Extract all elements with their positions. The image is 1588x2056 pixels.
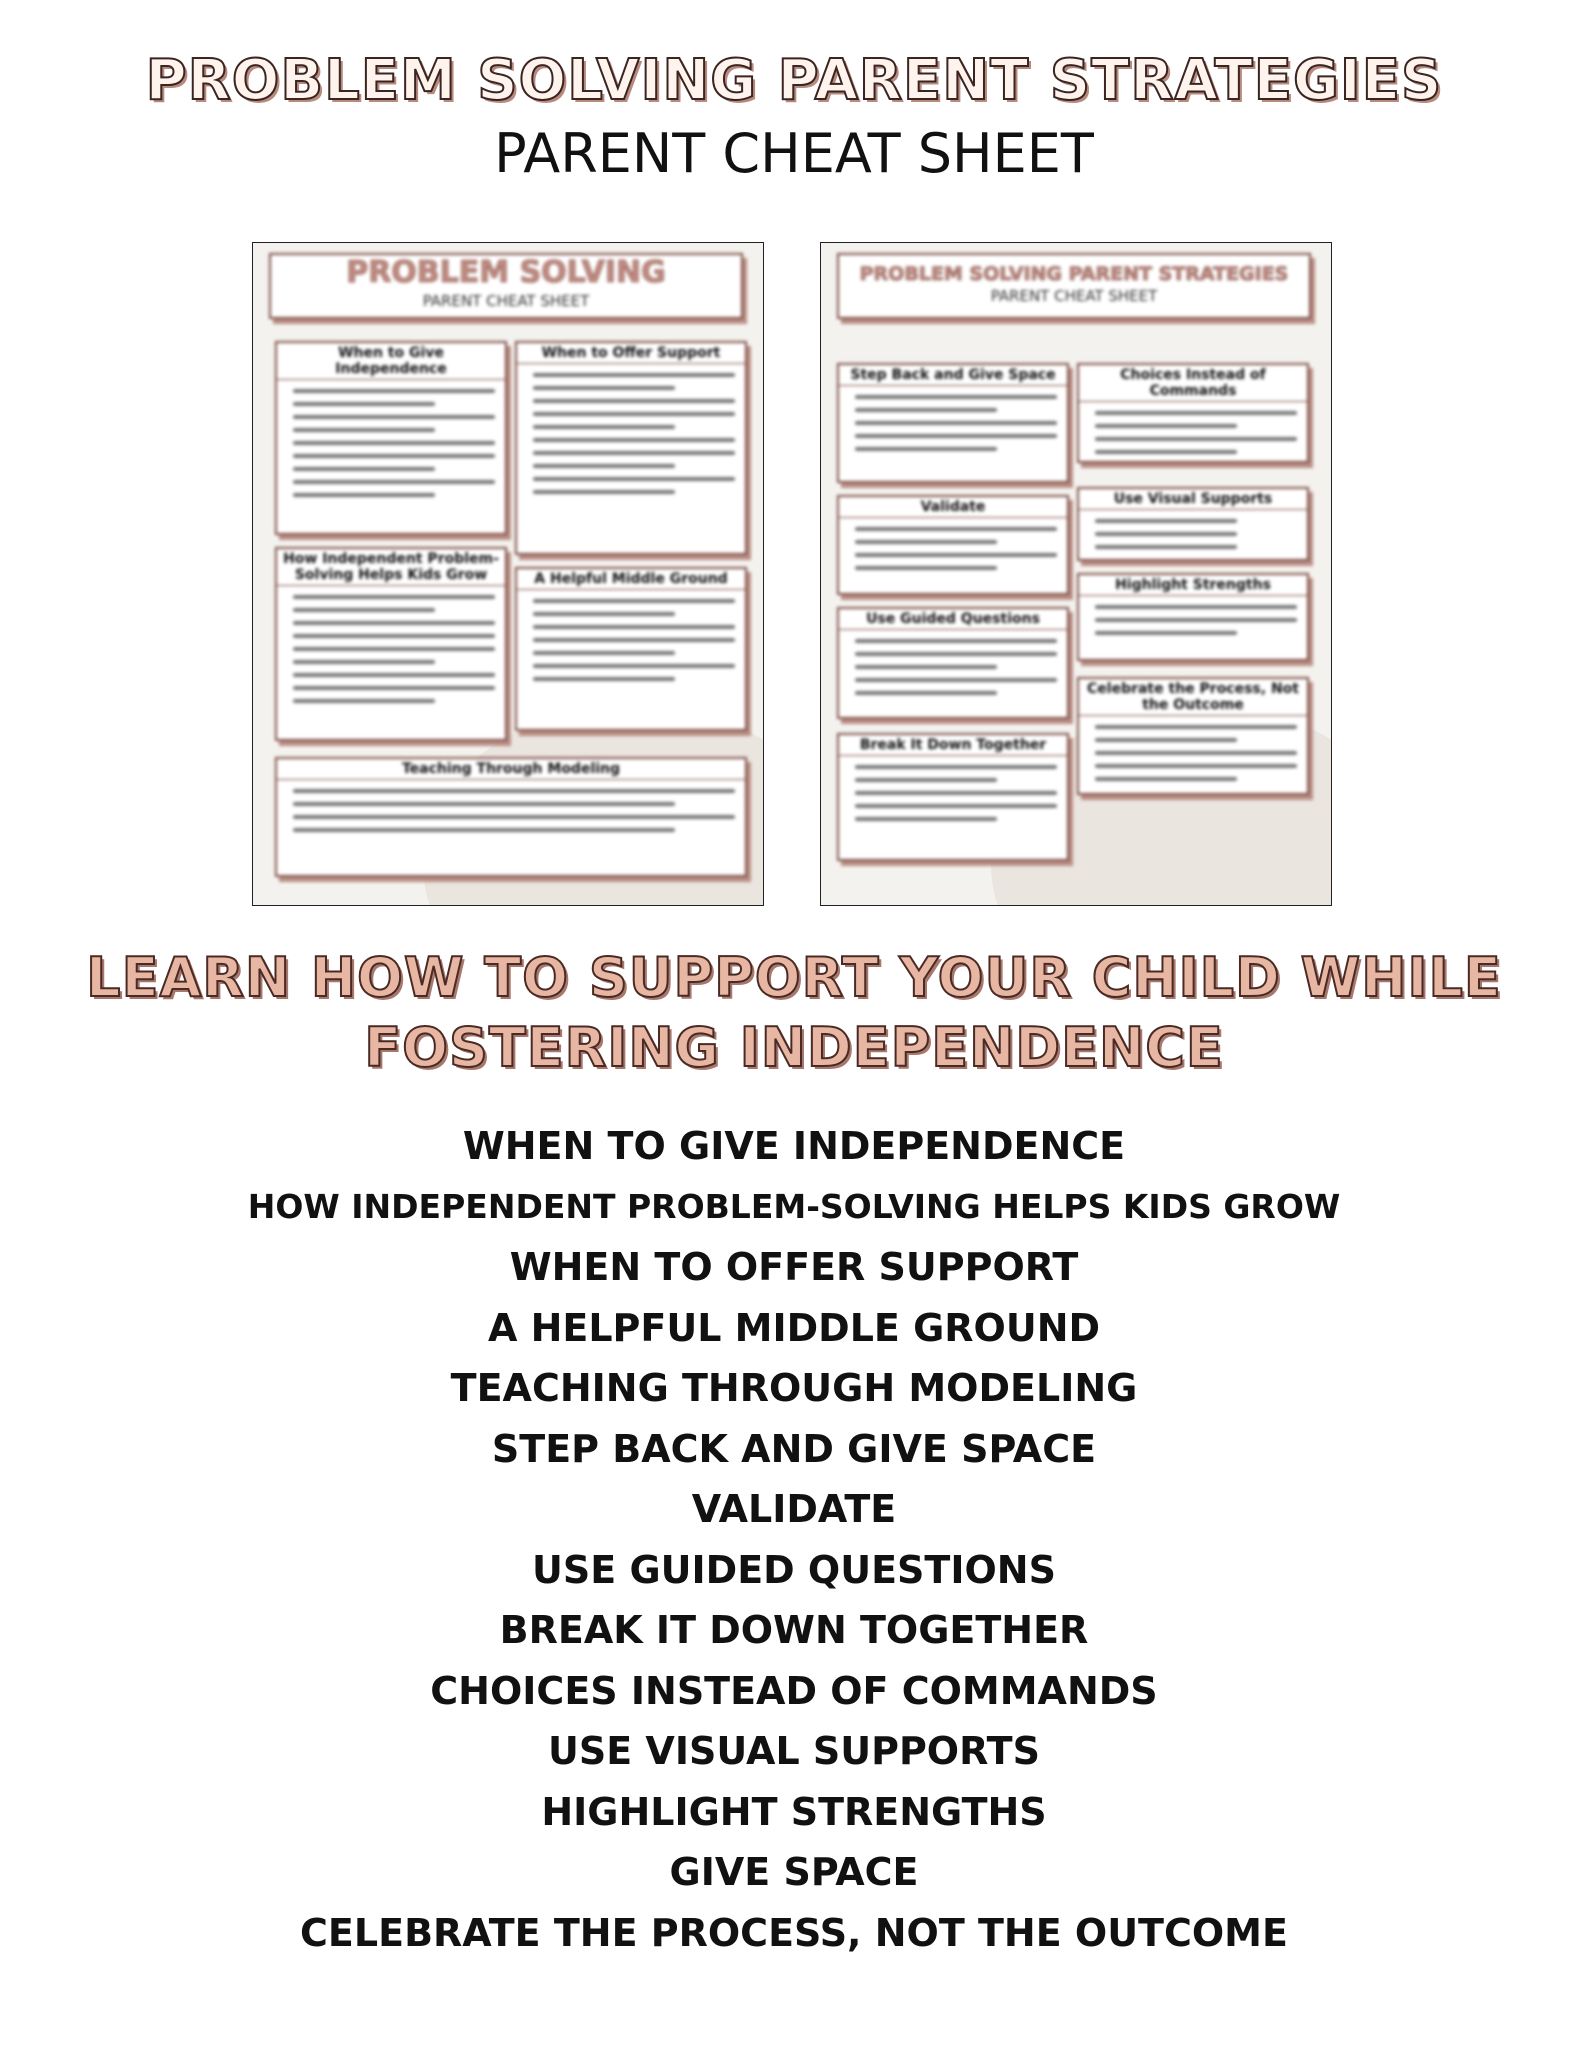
preview-card-title: Choices Instead of Commands	[1079, 365, 1307, 402]
topic-item: A HELPFUL MIDDLE GROUND	[487, 1305, 1101, 1350]
preview-card	[515, 341, 747, 555]
topic-item: CHOICES INSTEAD OF COMMANDS	[430, 1668, 1158, 1713]
headline-line-1: LEARN HOW TO SUPPORT YOUR CHILD WHILE	[86, 946, 1502, 1009]
preview-card	[837, 363, 1069, 483]
preview-card	[515, 567, 747, 731]
preview-header	[269, 253, 743, 319]
topic-list	[0, 1116, 1588, 1963]
topic-item: CELEBRATE THE PROCESS, NOT THE OUTCOME	[300, 1910, 1288, 1955]
topic-item: WHEN TO OFFER SUPPORT	[509, 1245, 1079, 1289]
topic-item: TEACHING THROUGH MODELING	[450, 1366, 1138, 1410]
page-subtitle: PARENT CHEAT SHEET	[494, 122, 1094, 185]
preview-page-left	[252, 242, 764, 906]
topic-item: VALIDATE	[691, 1487, 897, 1531]
headline-line-2: FOSTERING INDEPENDENCE	[364, 1016, 1224, 1079]
topic-item: STEP BACK AND GIVE SPACE	[491, 1426, 1097, 1471]
preview-card-title: When to Give Independence	[277, 343, 505, 380]
topic-item: WHEN TO GIVE INDEPENDENCE	[462, 1124, 1126, 1168]
preview-card-title: Use Guided Questions	[839, 609, 1067, 630]
preview-card-title: Validate	[839, 497, 1067, 518]
preview-card-title: Teaching Through Modeling	[277, 759, 745, 780]
preview-card-title: Step Back and Give Space	[839, 365, 1067, 386]
preview-card	[1077, 573, 1309, 661]
preview-card-title: A Helpful Middle Ground	[517, 569, 745, 590]
preview-card-title: Celebrate the Process, Not the Outcome	[1079, 679, 1307, 716]
preview-page-right	[820, 242, 1332, 906]
preview-header	[837, 253, 1311, 319]
topic-item: BREAK IT DOWN TOGETHER	[499, 1608, 1089, 1652]
preview-card-title: Use Visual Supports	[1079, 489, 1307, 510]
preview-card-title: Break It Down Together	[839, 735, 1067, 756]
preview-card	[837, 495, 1069, 595]
preview-card	[275, 547, 507, 741]
preview-card	[1077, 677, 1309, 795]
preview-card-title: Highlight Strengths	[1079, 575, 1307, 596]
preview-card-title: How Independent Problem-Solving Helps Kids Grow	[277, 549, 505, 586]
preview-card	[1077, 487, 1309, 561]
preview-card-title: When to Offer Support	[517, 343, 745, 364]
topic-item: USE VISUAL SUPPORTS	[548, 1729, 1040, 1773]
preview-subtitle: PARENT CHEAT SHEET	[990, 287, 1158, 305]
topic-item: GIVE SPACE	[669, 1850, 919, 1894]
topic-item: USE GUIDED QUESTIONS	[532, 1547, 1056, 1592]
preview-title: PROBLEM SOLVING	[346, 255, 666, 290]
preview-card	[1077, 363, 1309, 463]
topic-item: HIGHLIGHT STRENGTHS	[541, 1789, 1047, 1834]
page-title: PROBLEM SOLVING PARENT STRATEGIES	[145, 48, 1443, 113]
preview-title: PROBLEM SOLVING PARENT STRATEGIES	[859, 263, 1289, 285]
preview-card	[275, 757, 747, 877]
topic-item: HOW INDEPENDENT PROBLEM-SOLVING HELPS KIDS GROW	[247, 1186, 1341, 1226]
preview-subtitle: PARENT CHEAT SHEET	[422, 292, 590, 310]
preview-card	[837, 607, 1069, 719]
preview-card	[837, 733, 1069, 861]
preview-card	[275, 341, 507, 535]
